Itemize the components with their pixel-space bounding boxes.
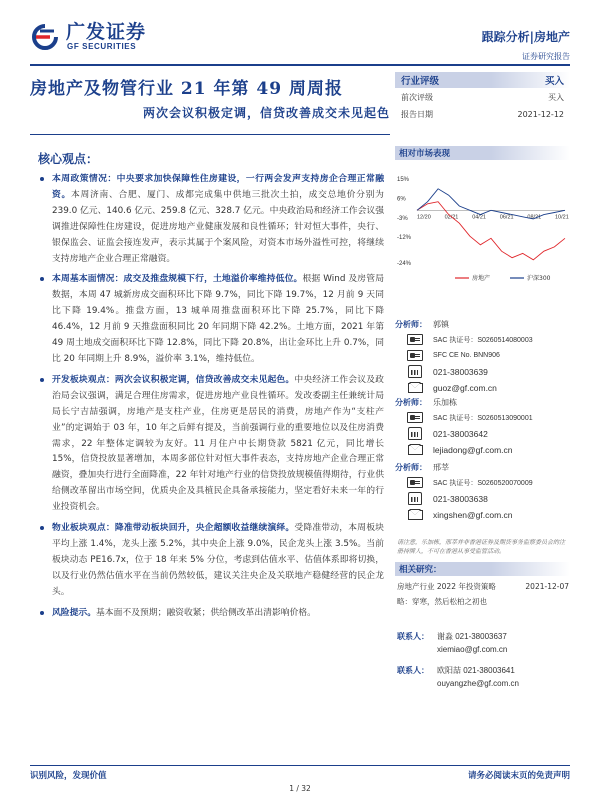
analyst-card-2: [395, 396, 570, 456]
id-card-icon: [405, 411, 425, 424]
analyst-label: 分析师：: [395, 397, 427, 407]
bullet-text: 根据 Wind 及房管局数据，本周 47 城新房成交面积环比下降 9.7%，同比下降 19.7%，12 月前 9 天同比下降 19.4%。推盘方面，13 城单周推盘面积环比下降 25.7%，同比下降 46.4%，12 月前 9 天推盘面积同比 20 年同期下降 42.2%。土地方面，2021 年第 49 周土地成交面积环比下降 12.8%，同比下降 20.8%，出让金环比上升 0.7%，同比 20 年同期上升 8.9%，溢价率 3.1%，维持低位。: [52, 274, 384, 364]
x-tick-label: 10/21: [555, 214, 569, 221]
id-card-icon: [405, 349, 425, 362]
related-note: 略：穿寒，然后松柏之初也: [397, 597, 487, 606]
mail-icon: [405, 508, 425, 521]
core-views-heading: 核心观点：: [38, 152, 99, 166]
related-research: [397, 580, 569, 607]
bullet-lead: 本周基本面情况：成交及推盘规模下行，土地溢价率维持低位。: [52, 274, 303, 285]
y-tick-label: -12%: [397, 235, 412, 242]
previous-rating-value: 买入: [548, 93, 564, 102]
bullet-lead: 开发板块观点：两次会议积极定调，信贷改善成交未见起色。: [52, 374, 295, 385]
report-subtitle: 两次会议积极定调，信贷改善成交未见起色: [142, 106, 390, 120]
market-section-header: 相对市场表现: [395, 146, 570, 160]
brand-logo: [30, 22, 146, 51]
contact-phone: 谢淼 021-38003637: [437, 632, 507, 641]
series-line: [417, 189, 565, 219]
contact-email[interactable]: ouyangzhe@gf.com.cn: [437, 679, 519, 688]
legend-label: 房地产: [472, 275, 491, 282]
phone-icon: [405, 427, 425, 440]
contact-label: 联系人：: [397, 666, 429, 675]
footer-slogan: 识别风险，发现价值: [30, 771, 107, 781]
bullet-text: 基本面不及预期；融资收紧；供给侧改革出清影响价格。: [96, 607, 316, 618]
analyst-phone: 021-38003638: [433, 493, 488, 504]
x-tick-label: 12/20: [417, 214, 431, 221]
related-item[interactable]: [397, 580, 569, 592]
logo-english: GF SECURITIES: [67, 42, 137, 51]
analyst-sac: SAC 执证号：S0260513090001: [433, 414, 533, 422]
chart-svg: [395, 170, 570, 285]
mail-icon: [405, 381, 425, 394]
related-section-header: 相关研究：: [395, 562, 570, 576]
report-date-row: [395, 107, 570, 122]
contact-email[interactable]: xiemiao@gf.com.cn: [437, 645, 508, 654]
bullet-fundamentals: [38, 272, 384, 367]
analyst-card-3: [395, 461, 570, 521]
bullet-lead: 风险提示。: [52, 607, 96, 618]
bullet-property-mgmt: [38, 521, 384, 601]
header-divider: [30, 64, 570, 66]
contact-label: 联系人：: [397, 632, 429, 641]
y-tick-label: -24%: [397, 261, 412, 267]
bullet-policy: [38, 172, 384, 267]
bullet-development: [38, 373, 384, 516]
analyst-sfc: SFC CE No. BNN906: [433, 352, 500, 359]
y-tick-label: 15%: [397, 177, 410, 183]
related-item-title[interactable]: 房地产行业 2022 年投资策略: [397, 581, 496, 591]
core-views-list: [38, 172, 384, 626]
analyst-phone: 021-38003642: [433, 428, 488, 439]
logo-chinese: 广发证券: [66, 21, 147, 43]
analyst-email[interactable]: lejiadong@gf.com.cn: [433, 444, 513, 455]
analyst-disclaimer: 请注意，乐加栋，邢莘并非香港证券及期货事务监察委员会的注册持牌人，不可在香港从事受监管活动。: [397, 539, 566, 555]
contact-2: [397, 664, 569, 690]
rating-box: [395, 72, 570, 122]
id-card-icon: [405, 333, 425, 346]
analyst-name: 邢莘: [433, 462, 449, 472]
report-series: 证券研究报告: [522, 52, 570, 61]
bullet-lead: 本周政策情况：中央要求加快保障性住房建设，一行两会发声支持房企合理正常融资。: [52, 174, 384, 200]
analyst-label: 分析师：: [395, 462, 427, 472]
footer-disclaimer-link[interactable]: 请务必阅读末页的免责声明: [467, 771, 570, 781]
gf-logo-icon: [30, 24, 60, 50]
y-tick-label: -3%: [397, 215, 408, 222]
analyst-name: 郭镇: [433, 319, 449, 329]
x-tick-label: 06/21: [499, 214, 514, 221]
report-type: 跟踪分析|房地产: [481, 30, 570, 44]
contact-phone: 欧阳喆 021-38003641: [437, 666, 515, 675]
mail-icon: [405, 443, 425, 456]
related-item-date: 2021-12-07: [525, 581, 569, 591]
legend-label: 沪深300: [527, 275, 551, 282]
bullet-lead: 物业板块观点：降准带动板块回升，央企超额收益继续演绎。: [52, 523, 295, 534]
rating-value: 买入: [544, 76, 564, 87]
relative-performance-chart: [395, 170, 570, 285]
bullet-text: 受降准带动，本周板块平均上涨 1.4%，龙头上涨 5.2%，其中央企上涨 9.0%，民企龙头上涨 3.5%。当前板块动态 PE16.7x，位于 18 年来 5% 分位，考虑到估值水平、估值体系即将切换，以及行业仍然估值水平在当前仍然较低，建议关注央企及关联地产稳健经营的民企龙头。: [52, 523, 384, 597]
rating-header: [395, 72, 570, 88]
analyst-label: 分析师：: [395, 319, 427, 329]
x-tick-label: 02/21: [444, 214, 459, 221]
analyst-sac: SAC 执证号：S0260514080003: [433, 336, 533, 344]
id-card-icon: [405, 476, 425, 489]
analyst-sac: SAC 执证号：S0260520070009: [433, 479, 533, 487]
bullet-text: 中央经济工作会议及政治局会议强调，满足合理住房需求，促进房地产业良性循环。发改委副主任兼统计局局长宁吉喆强调，房地产是支柱产业，住房更是居民的消费，房地产作为“支柱产业”的定调始于 03 年，10 年之后鲜有提及，当前强调行业的重要地位以及住房消费需求，22 年整体定调较为友好。11 月住户中长期贷款 5821 亿元，同比增长 15%，信贷投放显著增加，本周多部位针对恒大事件表态，支持房地产企业合理正常融资，叠加央行进行全面降准，22 年针对地产行业的信贷投放规模值得期待，行业供给侧改革留出市场空间，优质央企及具植民企具备承接能力，坚定看好未来一年的行业投资机会。: [52, 374, 384, 513]
bullet-risk: [38, 606, 384, 622]
page-number: 1 / 32: [289, 784, 311, 793]
phone-icon: [405, 365, 425, 378]
analyst-card-1: [395, 318, 570, 394]
contact-1: [397, 630, 569, 656]
rating-label: 行业评级: [401, 76, 440, 87]
previous-rating-label: 前次评级: [401, 93, 433, 102]
x-tick-label: 04/21: [472, 214, 486, 221]
analyst-email[interactable]: xingshen@gf.com.cn: [433, 509, 513, 520]
report-date-label: 报告日期: [401, 110, 433, 119]
bullet-text: 本周济南、合肥、厦门、成都完成集中供地三批次土拍，成交总地价分别为 239.0 亿元、140.6 亿元、259.8 亿元、328.7 亿元。中央政治局和经济工作会议强调推进保障性住房建设，促进房地产业健康发展和良性循环；针对恒大事件，央行、银保监会、证监会接连发声，表示其属于个案风险，对资本市场外溢性可控，将继续支持房地产企业合理正常融资。: [52, 189, 384, 264]
title-divider: [30, 134, 390, 135]
report-date-value: 2021-12-12: [517, 110, 564, 119]
footer-divider: [30, 765, 570, 766]
analyst-email[interactable]: guoz@gf.com.cn: [433, 382, 497, 393]
x-tick-label: 08/21: [527, 214, 542, 221]
phone-icon: [405, 492, 425, 505]
report-title: 房地产及物管行业 21 年第 49 周周报: [30, 79, 343, 99]
analyst-phone: 021-38003639: [433, 366, 488, 377]
y-tick-label: 6%: [397, 196, 406, 203]
previous-rating-row: [395, 90, 570, 105]
analyst-name: 乐加栋: [433, 397, 457, 407]
